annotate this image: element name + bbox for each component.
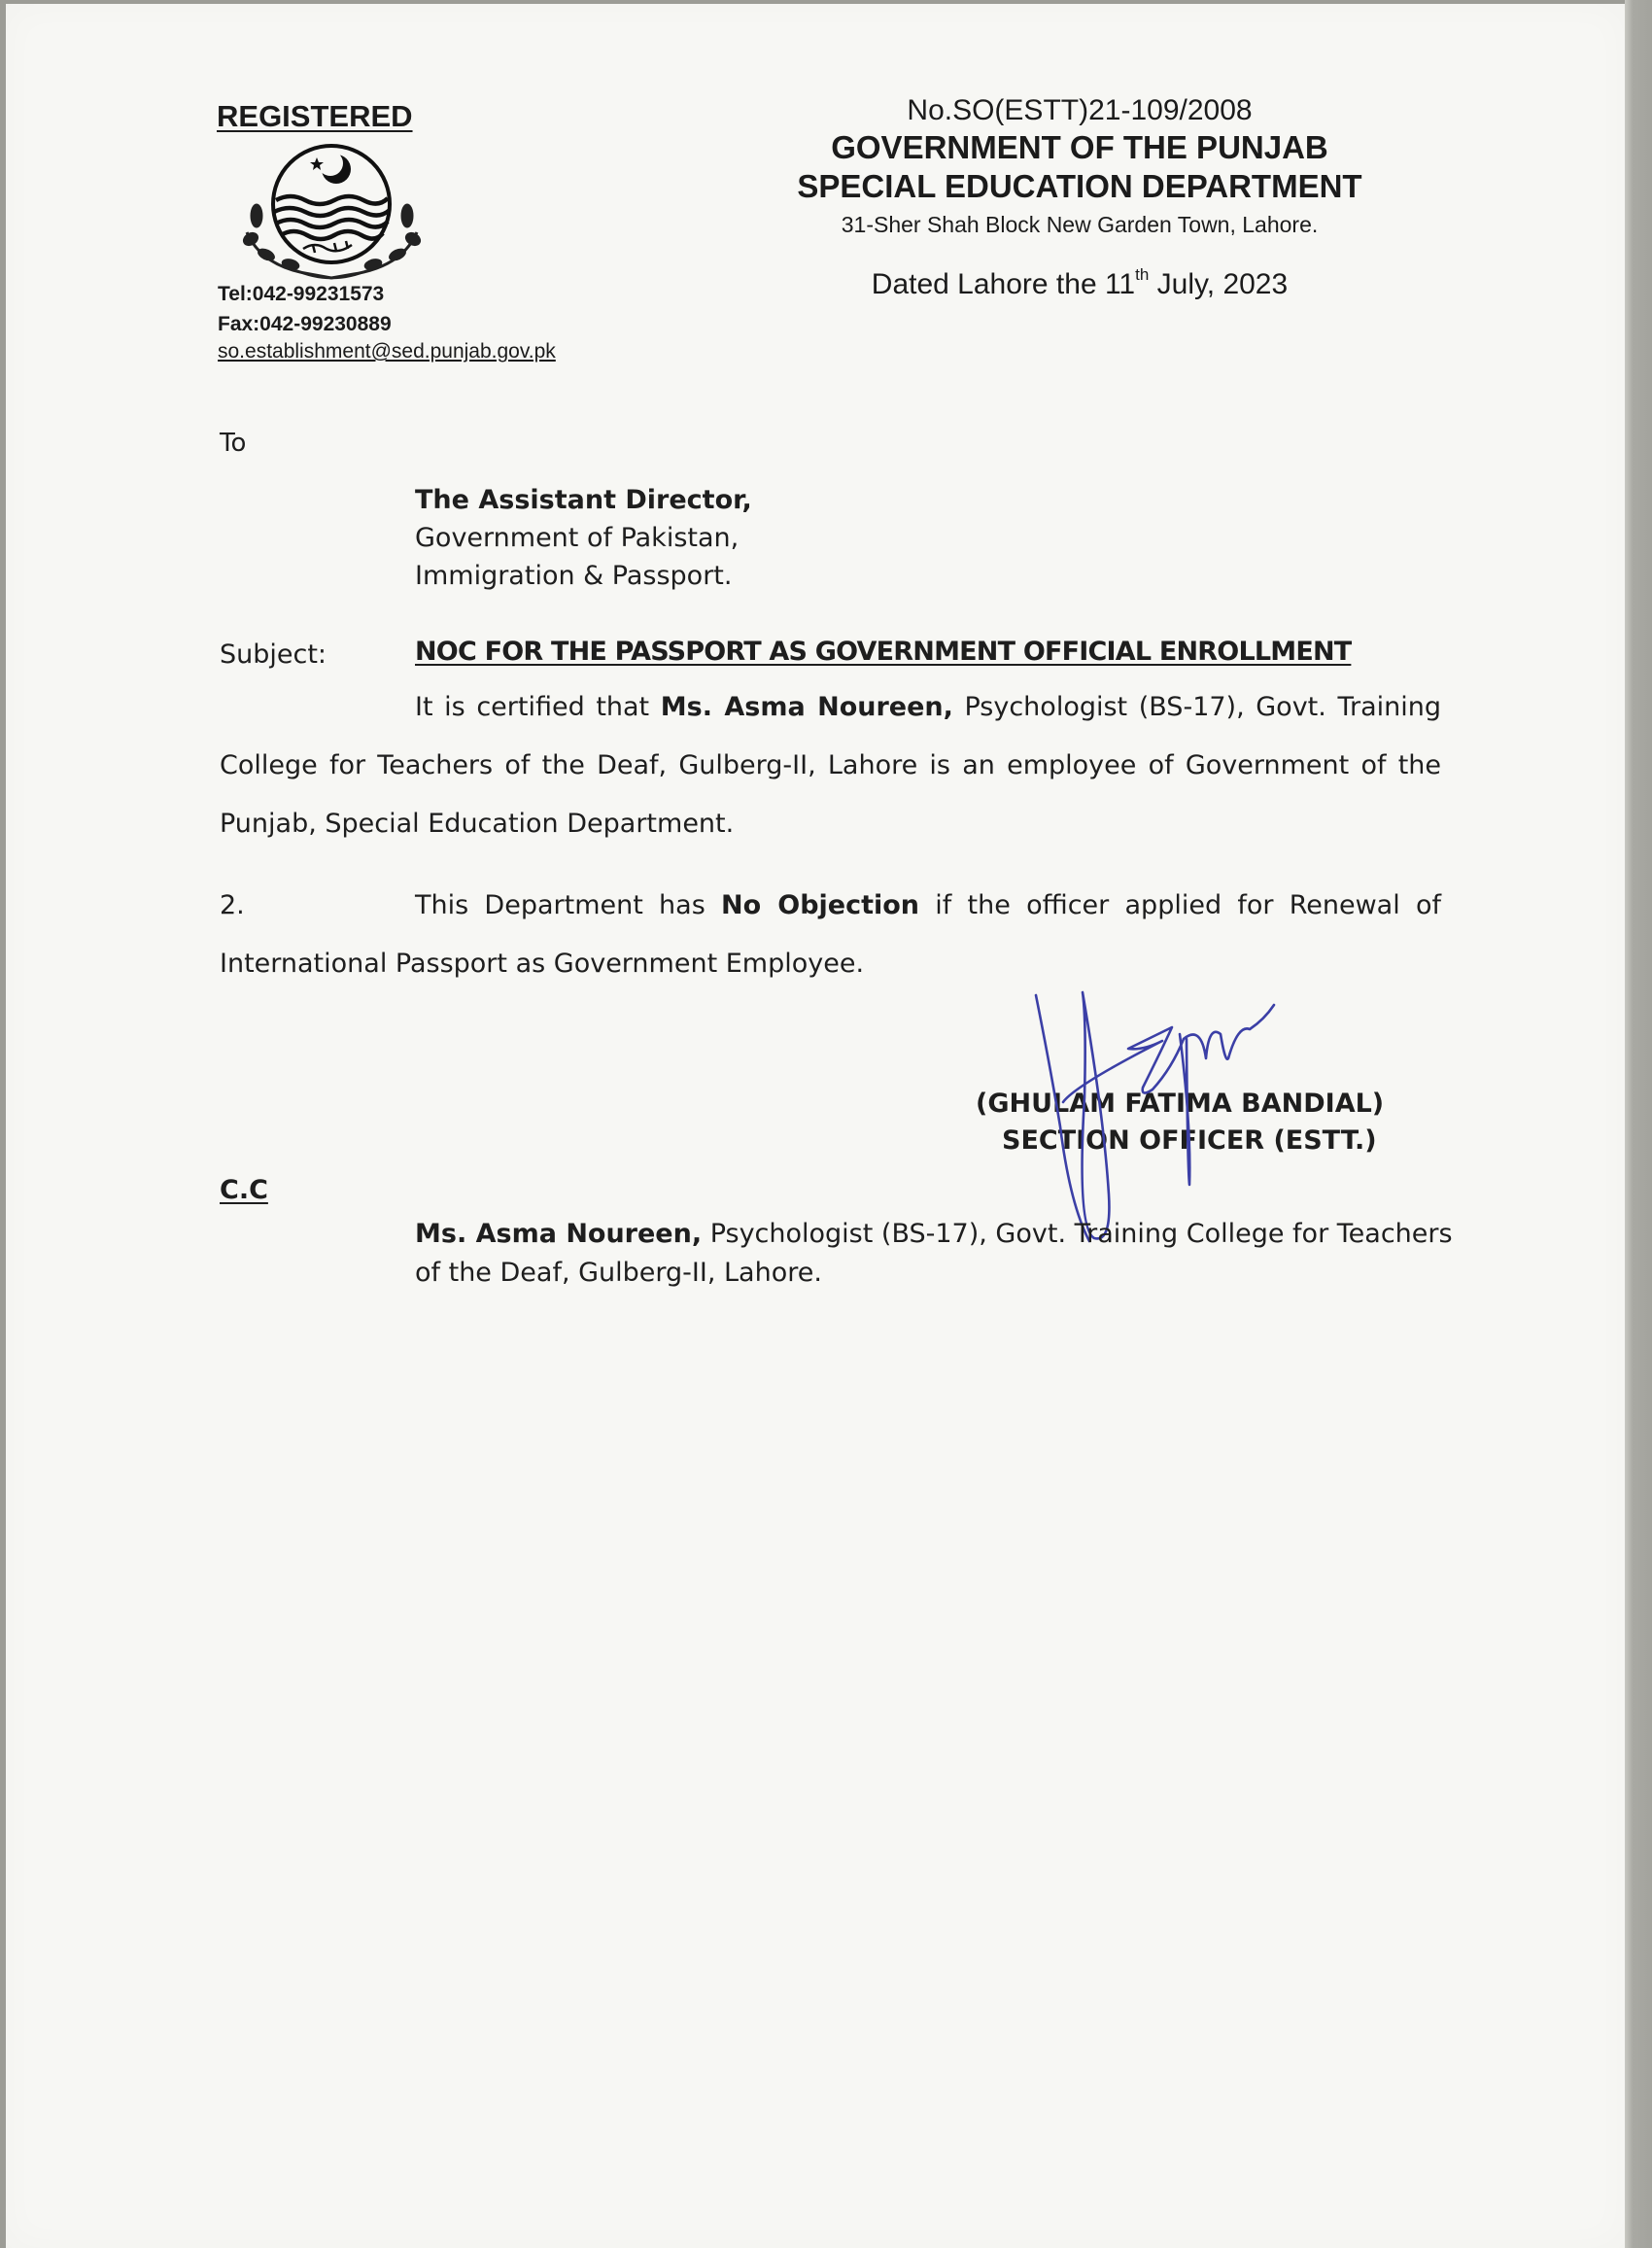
text-run: Psychologist (BS-17), Govt. Training College for Teachers — [702, 1219, 1453, 1249]
paragraph-1-line-1 — [220, 692, 1441, 722]
punjab-emblem-icon — [237, 140, 427, 286]
government-heading: GOVERNMENT OF THE PUNJAB — [831, 129, 1328, 165]
signatory-name: (GHULAM FATIMA BANDIAL) — [976, 1089, 1385, 1119]
paragraph-1-line-3: Punjab, Special Education Department. — [220, 809, 735, 839]
text-run: if the officer applied for Renewal of — [919, 890, 1441, 920]
cc-label: C.C — [220, 1175, 268, 1205]
recipient-title: The Assistant Director, — [415, 485, 752, 515]
recipient-line-3: Immigration & Passport. — [415, 561, 733, 591]
signatory-designation: SECTION OFFICER (ESTT.) — [1002, 1125, 1377, 1156]
paragraph-1-line-2: College for Teachers of the Deaf, Gulberg-II, Lahore is an employee of Government of the — [220, 750, 1441, 780]
cc-employee-name: Ms. Asma Noureen, — [415, 1219, 703, 1249]
employee-name: Ms. Asma Noureen, — [660, 692, 953, 722]
department-heading: SPECIAL EDUCATION DEPARTMENT — [797, 168, 1362, 204]
subject-label: Subject: — [220, 640, 327, 670]
to-label: To — [220, 429, 247, 458]
document-page — [6, 4, 1625, 2248]
date-prefix: Dated Lahore the 11 — [871, 268, 1136, 300]
subject-text: NOC FOR THE PASSPORT AS GOVERNMENT OFFICIAL ENROLLMENT — [415, 637, 1352, 667]
letter-date — [744, 265, 1415, 301]
telephone-number: Tel:042-99231573 — [218, 283, 385, 305]
paragraph-2-line-2: International Passport as Government Employee. — [220, 949, 865, 979]
text-run: It is certified that — [415, 692, 661, 722]
registered-label: REGISTERED — [217, 99, 413, 133]
no-objection-emphasis: No Objection — [721, 890, 920, 920]
email-address: so.establishment@sed.punjab.gov.pk — [218, 340, 556, 363]
date-rest: July, 2023 — [1149, 268, 1289, 300]
scanner-edge — [1625, 0, 1652, 2248]
recipient-line-2: Government of Pakistan, — [415, 523, 740, 553]
cc-line-1 — [415, 1219, 1453, 1249]
text-run: This Department has — [415, 890, 722, 920]
paragraph-number: 2. — [220, 890, 245, 920]
text-run: Psychologist (BS-17), Govt. Training — [952, 692, 1441, 722]
cc-line-2: of the Deaf, Gulberg-II, Lahore. — [415, 1258, 822, 1288]
reference-number: No.SO(ESTT)21-109/2008 — [907, 94, 1253, 126]
fax-number: Fax:042-99230889 — [218, 313, 392, 335]
paragraph-2-line-1 — [220, 890, 1441, 920]
department-address: 31-Sher Shah Block New Garden Town, Lahore. — [841, 212, 1319, 237]
date-ordinal-suffix: th — [1135, 265, 1150, 284]
